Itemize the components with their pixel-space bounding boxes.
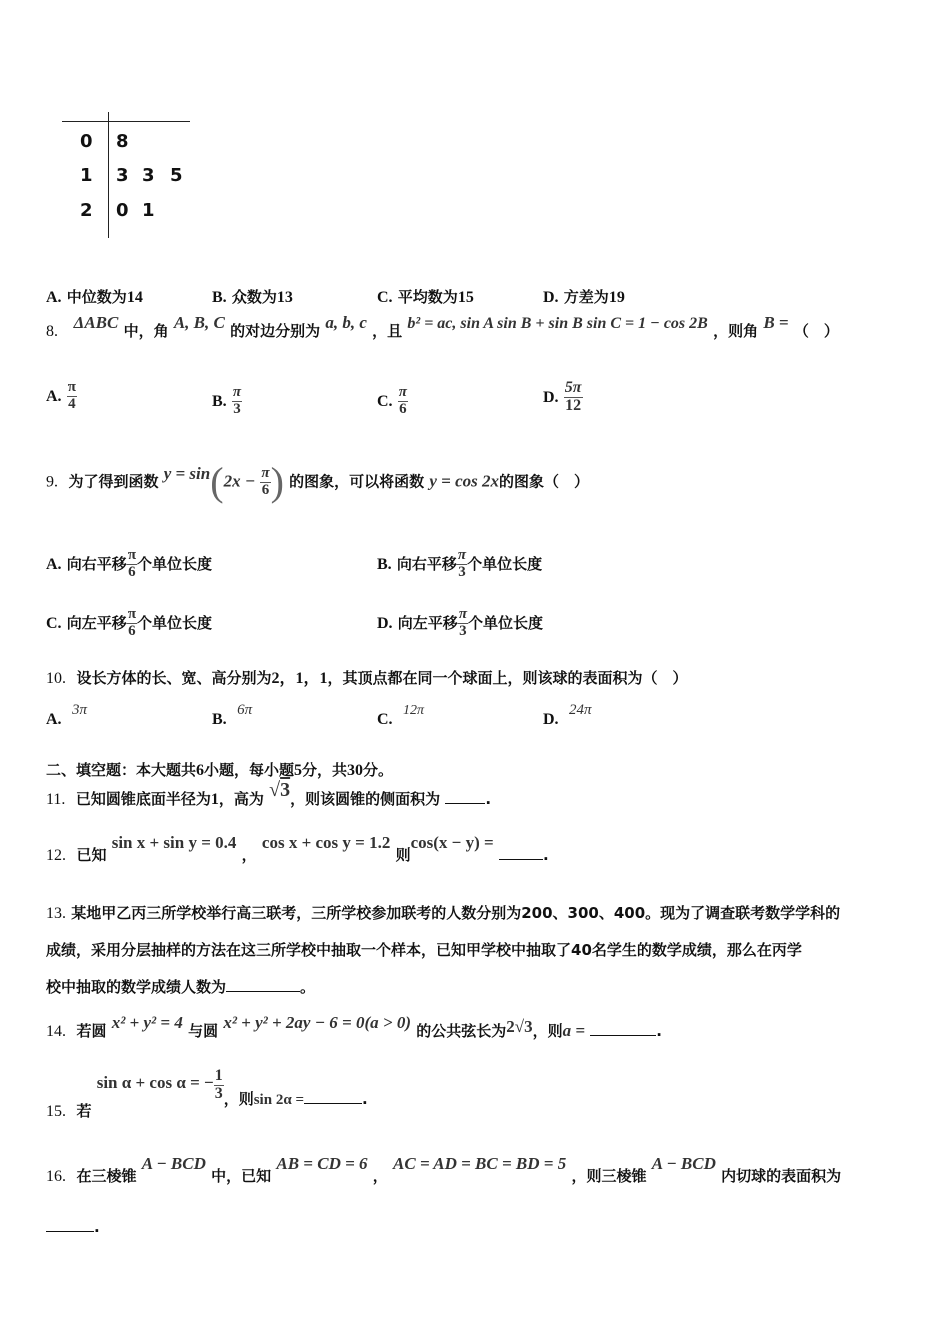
q9-option-a[interactable]: A. 向右平移 $\frac{\pi}{6}$ 个单位长度 (46, 547, 213, 580)
q16-stem: 16. 在三棱锥 A − BCD 中，已知 AB = CD = 6 ， AC = AD = BC = BD = 5 ，则三棱锥 A − BCD 内切球的表面积为 (46, 1154, 842, 1185)
leaf-1-2: 5 (170, 165, 183, 186)
q9-option-b[interactable]: B. 向右平移 $\frac{\pi}{3}$ 个单位长度 (377, 547, 543, 580)
q8-condition: b² = ac, sin A sin B + sin B sin C = 1 − cos 2B (407, 315, 708, 332)
q7-option-d[interactable]: D. 方差为19 (543, 288, 625, 306)
q11-answer-blank[interactable] (445, 803, 485, 804)
q10-option-d[interactable]: D. 24π (543, 702, 592, 728)
q7-option-c[interactable]: C. 平均数为15 (377, 288, 474, 306)
q14-stem: 14. 若圆 x² + y² = 4 与圆 x² + y² + 2ay − 6 = 0(a > 0) 的公共弦长为2√3，则a = . (46, 1013, 662, 1040)
leaf-2-1: 1 (142, 200, 155, 221)
q9-option-d[interactable]: D. 向左平移 $\frac{\pi}{3}$ 个单位长度 (377, 606, 544, 639)
q10-stem: 10. 设长方体的长、宽、高分别为2，1，1，其顶点都在同一个球面上，则该球的表面积为（ ） (46, 669, 688, 687)
q16-answer-line: . (46, 1218, 100, 1236)
q14-answer-blank[interactable] (590, 1035, 656, 1036)
stem-0: 0 (80, 131, 93, 152)
q8-option-c[interactable]: C. $\frac{\pi}{6}$ (377, 384, 407, 417)
q15-stem: 15. 若 sin α + cos α = − $\frac{1}{3}$ ，则sin 2α = . (46, 1067, 368, 1120)
q12-answer-blank[interactable] (499, 859, 543, 860)
q16-answer-blank[interactable] (46, 1231, 94, 1232)
q7-option-b[interactable]: B. 众数为13 (212, 288, 293, 306)
q10-option-b[interactable]: B. 6π (212, 702, 253, 728)
stem-leaf-vertical-line (108, 112, 109, 238)
stem-2: 2 (80, 200, 93, 221)
q9-stem: 9. 为了得到函数 y = sin(2x − $\frac{\pi}{6}$ ) 的图象，可以将函数 y = cos 2x的图象（ ） (46, 459, 590, 504)
q12-stem: 12. 已知 sin x + sin y = 0.4 ， cos x + cos y = 1.2 则cos(x − y) = . (46, 833, 549, 864)
q13-line-3: 校中抽取的数学成绩人数为 。 (46, 978, 316, 996)
leaf-1-0: 3 (116, 165, 129, 186)
leaf-1-1: 3 (142, 165, 155, 186)
q8-option-a[interactable]: A. $\frac{\pi}{4}$ (46, 379, 77, 412)
q8-number: 8. (46, 323, 58, 340)
section-2-heading: 二、填空题：本大题共6小题，每小题5分，共30分。 (46, 761, 394, 779)
q9-option-c[interactable]: C. 向左平移 $\frac{\pi}{6}$ 个单位长度 (46, 606, 213, 639)
q10-option-c[interactable]: C. 12π (377, 703, 425, 728)
q13-answer-blank[interactable] (226, 991, 300, 992)
q13-line-2: 成绩，采用分层抽样的方法在这三所学校中抽取一个样本，已知甲学校中抽取了40名学生的数学成绩，那么在丙学 (46, 941, 802, 959)
q11-stem: 11. 已知圆锥底面半径为1，高为 √3，则该圆锥的侧面积为 . (46, 779, 492, 808)
q8-option-b[interactable]: B. $\frac{\pi}{3}$ (212, 384, 242, 417)
q7-option-a[interactable]: A. 中位数为14 (46, 288, 143, 306)
q8-triangle: ΔABC (73, 313, 119, 332)
sqrt-symbol: √3 (269, 779, 291, 801)
leaf-2-0: 0 (116, 200, 129, 221)
q13-line-1: 13. 某地甲乙丙三所学校举行高三联考，三所学校参加联考的人数分别为200、300、400。现为了调查联考数学学科的 (46, 904, 841, 922)
q8-stem: 8. ΔABC 中，角 A, B, C 的对边分别为 a, b, c ，且 b² = ac, sin A sin B + sin B sin C = 1 − cos 2B ，则角 B = （ ） (46, 313, 839, 340)
stem-leaf-plot (60, 112, 195, 240)
stem-1: 1 (80, 165, 93, 186)
q10-option-a[interactable]: A. 3π (46, 702, 88, 728)
leaf-0-0: 8 (116, 131, 129, 152)
q15-answer-blank[interactable] (304, 1103, 362, 1104)
stem-leaf-horizontal-line (62, 121, 190, 122)
q8-option-d[interactable]: D. $\frac{5\pi}{12}$ (543, 379, 582, 414)
